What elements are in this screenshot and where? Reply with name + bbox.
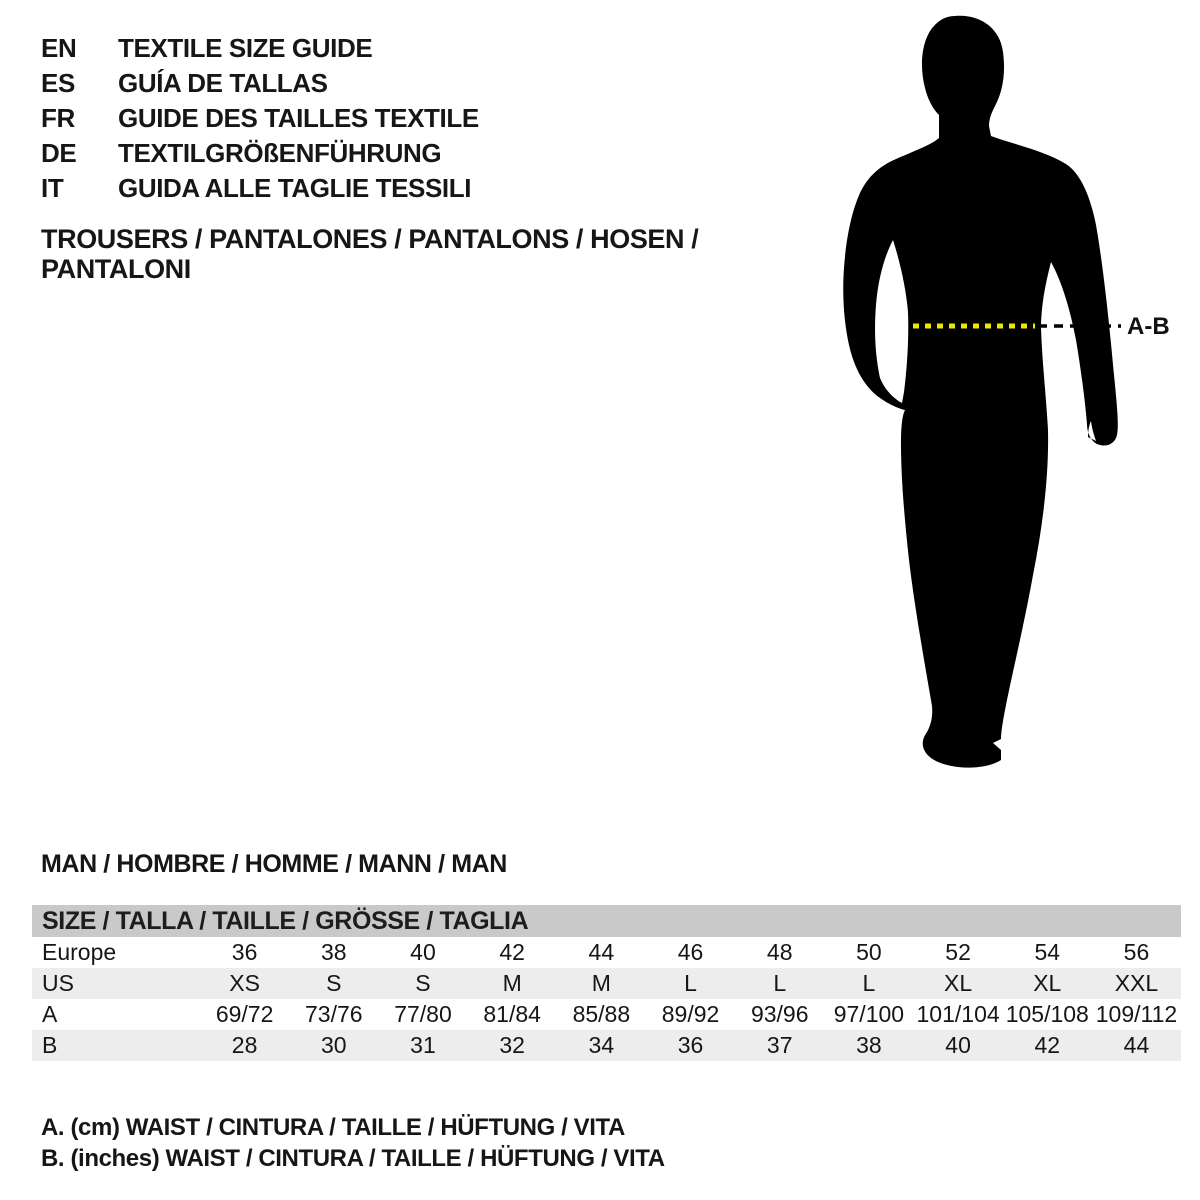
size-table-header-bar: [32, 905, 1181, 937]
a-cm-cell: 77/80: [394, 1001, 452, 1027]
a-cm-cell: 81/84: [483, 1001, 541, 1027]
b-inch-cell: 38: [856, 1032, 882, 1058]
row-label-b: B: [42, 1032, 58, 1058]
measurement-notes: [41, 1112, 741, 1174]
b-inch-cell: 36: [677, 1032, 704, 1058]
us-size-cell: M: [502, 970, 522, 996]
europe-size-cell: 42: [499, 939, 525, 965]
waist-measure-label: A-B: [1127, 313, 1170, 340]
b-inch-cell: 37: [766, 1032, 793, 1058]
b-inch-cell: 44: [1123, 1032, 1150, 1058]
us-size-cell: S: [415, 970, 431, 996]
a-cm-cell: 73/76: [305, 1001, 363, 1027]
language-label-en: TEXTILE SIZE GUIDE: [118, 33, 373, 63]
language-code-de: DE: [41, 138, 77, 168]
us-size-cell: S: [326, 970, 342, 996]
us-size-cell: XS: [229, 970, 260, 996]
europe-size-cell: 40: [410, 939, 436, 965]
category-title: TROUSERS / PANTALONES / PANTALONS / HOSEN / PANTALONI: [41, 224, 699, 284]
a-cm-cell: 85/88: [572, 1001, 631, 1027]
us-size-cell: M: [591, 970, 611, 996]
table-row-us: [32, 968, 1181, 999]
language-code-it: IT: [41, 173, 64, 203]
row-label-a: A: [42, 1001, 58, 1027]
language-label-de: TEXTILGRÖßENFÜHRUNG: [118, 138, 442, 168]
b-inch-cell: 30: [320, 1032, 347, 1058]
man-silhouette-figure: [838, 10, 1174, 782]
b-inch-cell: 40: [945, 1032, 971, 1058]
language-code-es: ES: [41, 68, 75, 98]
europe-size-cell: 50: [856, 939, 882, 965]
b-inch-cell: 42: [1034, 1032, 1061, 1058]
a-cm-cell: 109/112: [1095, 1001, 1178, 1027]
note-a-cm: A. (cm) WAIST / CINTURA / TAILLE / HÜFTUNG / VITA: [41, 1114, 625, 1141]
row-label-europe: Europe: [42, 939, 117, 965]
b-inch-cell: 32: [499, 1032, 525, 1058]
language-row-it: [41, 171, 561, 206]
language-label-it: GUIDA ALLE TAGLIE TESSILI: [118, 173, 472, 203]
size-table-header-label: SIZE / TALLA / TAILLE / GRÖSSE / TAGLIA: [42, 906, 529, 935]
europe-size-cell: 56: [1123, 939, 1150, 965]
language-code-en: EN: [41, 33, 77, 63]
europe-size-cell: 48: [766, 939, 793, 965]
language-row-es: [41, 66, 561, 101]
us-size-cell: L: [773, 970, 787, 996]
a-cm-cell: 101/104: [916, 1001, 1000, 1027]
us-size-cell: L: [684, 970, 697, 996]
a-cm-cell: 105/108: [1005, 1001, 1089, 1027]
b-inch-cell: 31: [410, 1032, 436, 1058]
a-cm-cell: 89/92: [661, 1001, 720, 1027]
b-inch-cell: 28: [231, 1032, 258, 1058]
size-table: [32, 905, 1181, 1061]
a-cm-cell: 69/72: [215, 1001, 274, 1027]
language-row-de: [41, 136, 561, 171]
note-b-inches: B. (inches) WAIST / CINTURA / TAILLE / HÜFTUNG / VITA: [41, 1145, 665, 1172]
europe-size-cell: 46: [677, 939, 704, 965]
europe-size-cell: 44: [588, 939, 615, 965]
language-row-fr: [41, 101, 561, 136]
europe-size-cell: 54: [1034, 939, 1061, 965]
a-cm-cell: 97/100: [833, 1001, 905, 1027]
us-size-cell: L: [862, 970, 876, 996]
language-list: [41, 31, 561, 206]
us-size-cell: XL: [1033, 970, 1062, 996]
table-row-a-cm: [32, 999, 1181, 1030]
man-silhouette: [843, 16, 1118, 768]
table-row-europe: [32, 937, 1181, 968]
us-size-cell: XXL: [1114, 970, 1159, 996]
b-inch-cell: 34: [588, 1032, 615, 1058]
language-label-es: GUÍA DE TALLAS: [118, 68, 328, 98]
europe-size-cell: 36: [231, 939, 258, 965]
a-cm-cell: 93/96: [750, 1001, 809, 1027]
section-title: MAN / HOMBRE / HOMME / MANN / MAN: [41, 850, 507, 878]
table-row-b-inches: [32, 1030, 1181, 1061]
language-label-fr: GUIDE DES TAILLES TEXTILE: [118, 103, 479, 133]
row-label-us: US: [42, 970, 74, 996]
language-code-fr: FR: [41, 103, 75, 133]
language-row-en: [41, 31, 561, 66]
us-size-cell: XL: [944, 970, 973, 996]
europe-size-cell: 38: [320, 939, 347, 965]
europe-size-cell: 52: [945, 939, 971, 965]
